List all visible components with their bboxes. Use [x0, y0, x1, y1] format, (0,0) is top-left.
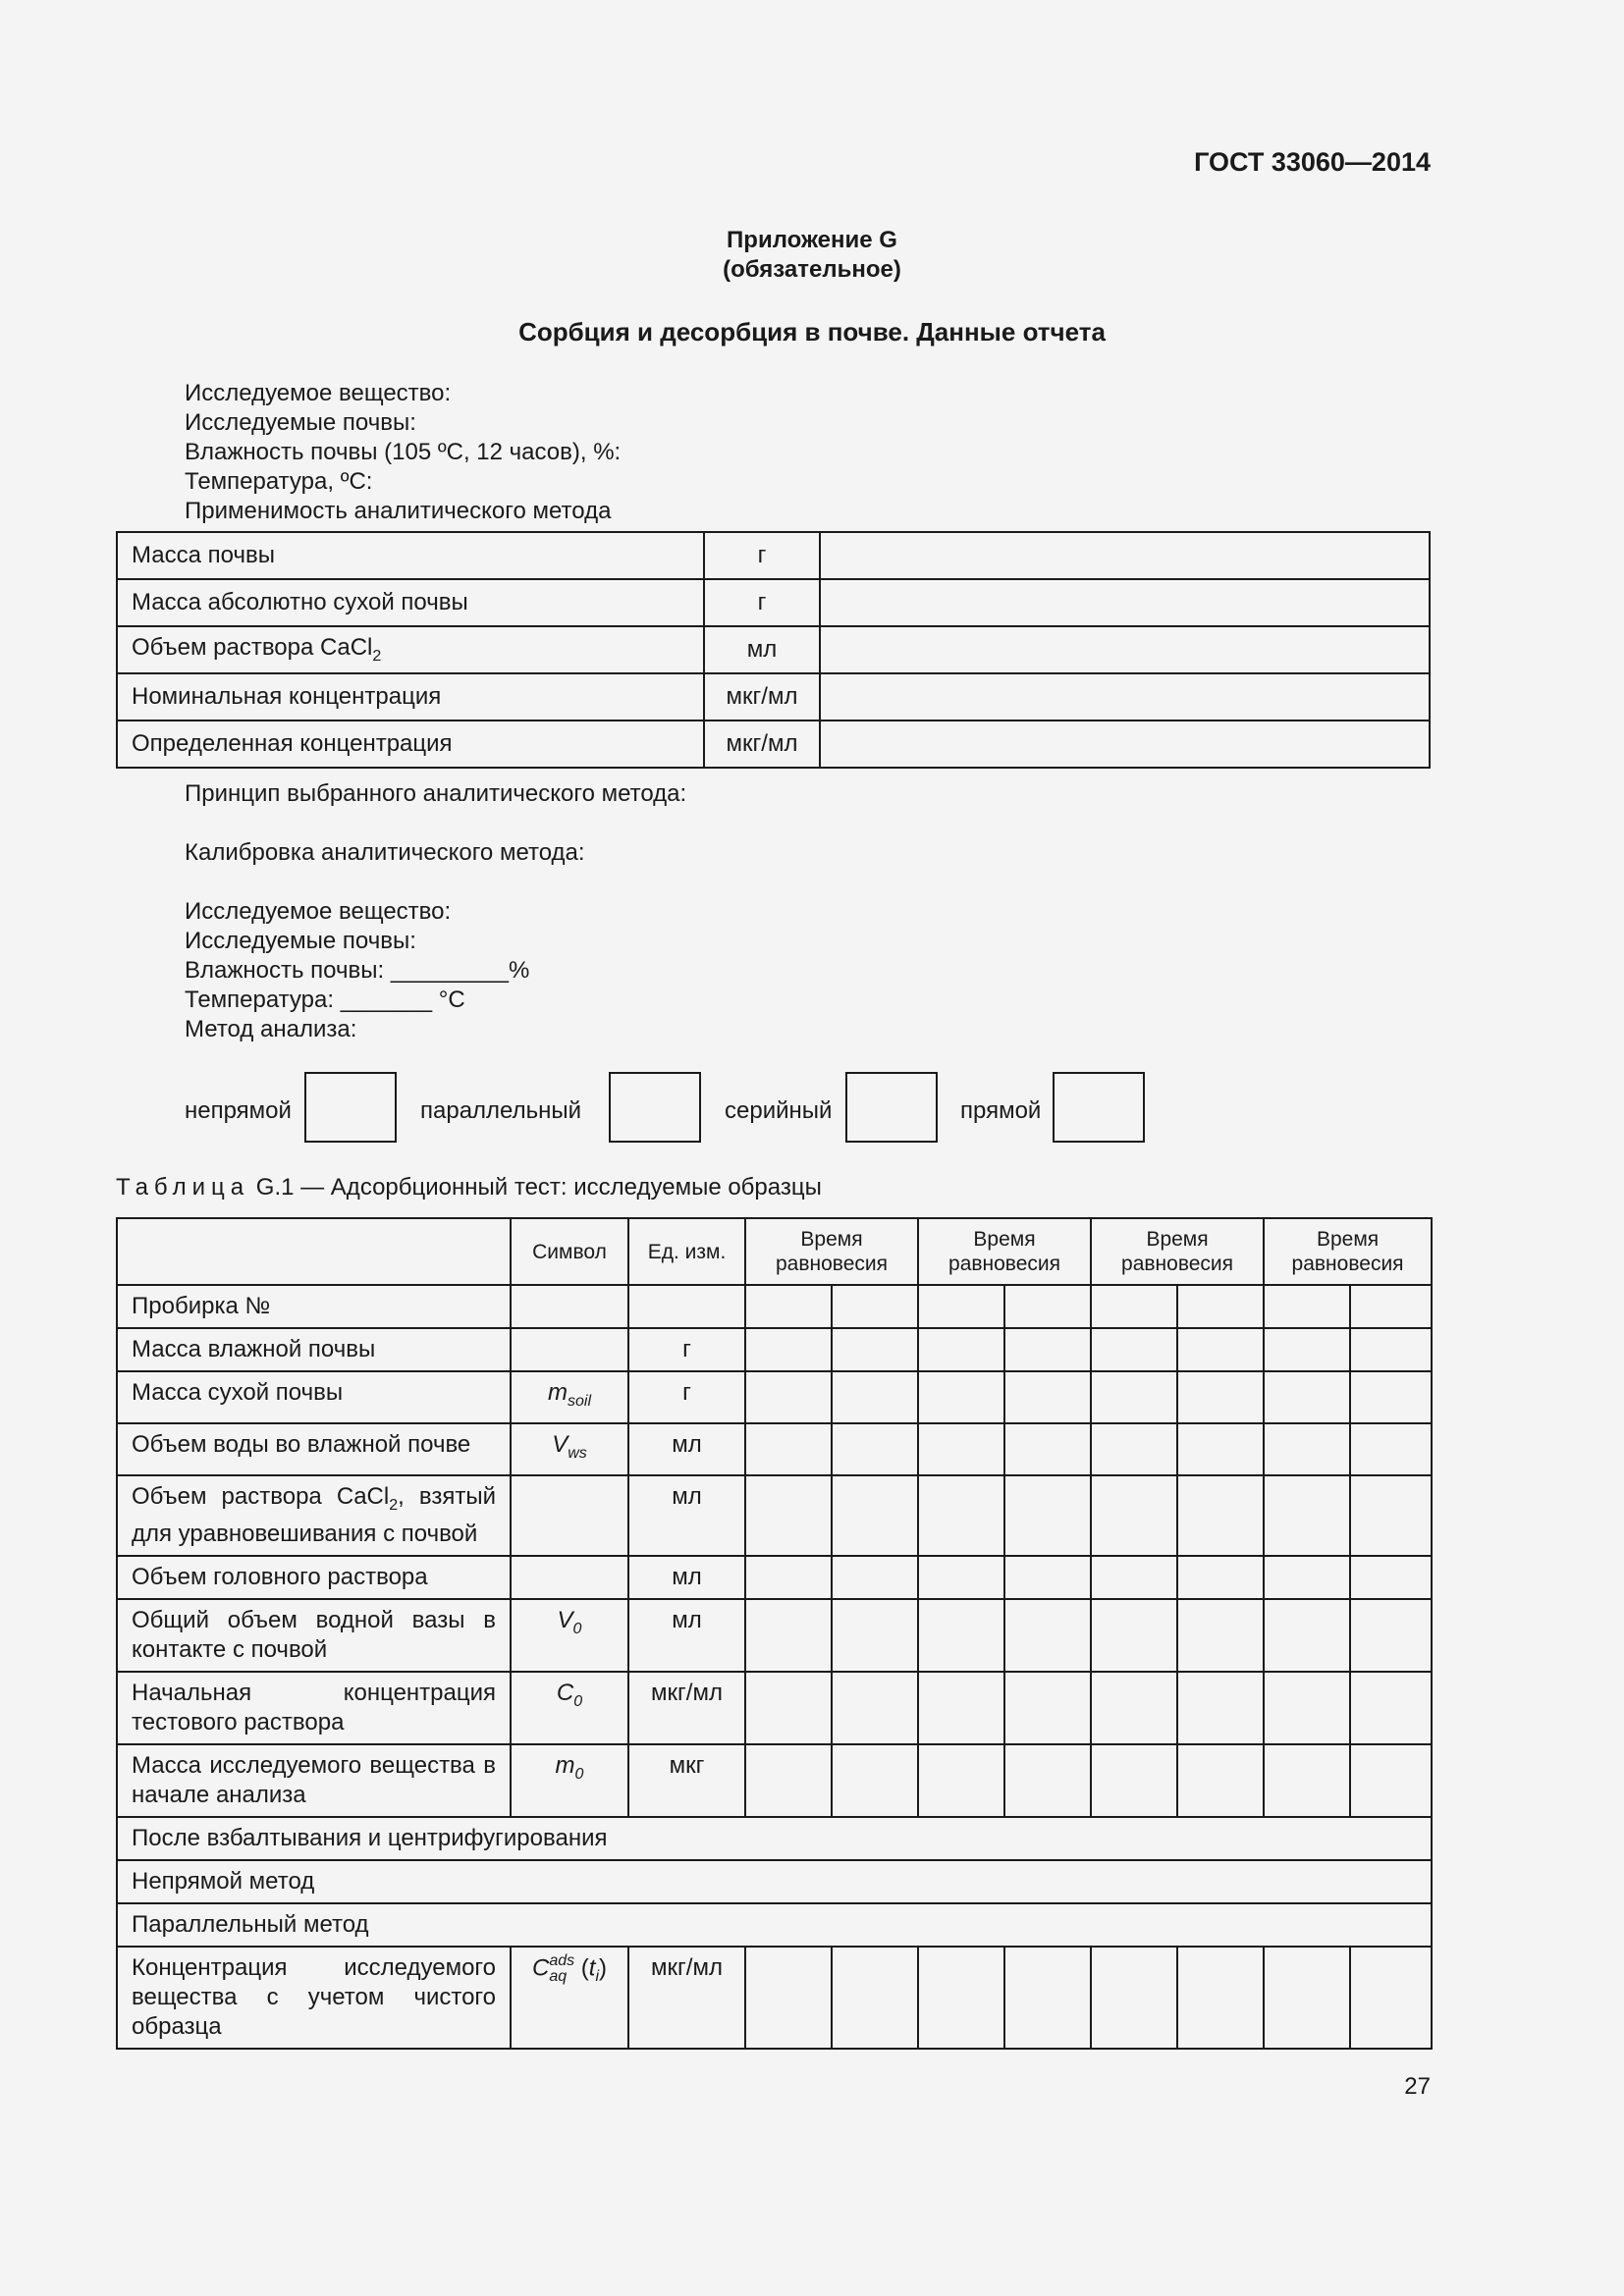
annex-subtitle: (обязательное) — [723, 256, 901, 283]
data-cell[interactable] — [745, 1947, 832, 2049]
row-label — [117, 1328, 511, 1371]
data-cell[interactable] — [832, 1423, 918, 1475]
data-cell[interactable] — [1264, 1371, 1350, 1423]
standard-number: ГОСТ 33060—2014 — [1194, 147, 1431, 177]
label-text: Масса сухой почвы — [132, 1379, 344, 1406]
row-symbol — [511, 1599, 628, 1672]
data-cell[interactable] — [1004, 1423, 1091, 1475]
info-line: Исследуемые почвы: — [185, 409, 416, 436]
data-cell[interactable] — [1091, 1328, 1177, 1371]
row-label: Номинальная концентрация — [117, 673, 704, 721]
adsorption-test-table — [116, 1217, 1433, 2050]
symbol-argument-subscript: i — [595, 1968, 600, 1986]
symbol-subscript: 0 — [573, 1693, 583, 1711]
data-cell[interactable] — [745, 1672, 832, 1744]
data-cell[interactable] — [1177, 1556, 1264, 1599]
checkbox-parallel[interactable] — [609, 1072, 701, 1143]
table-row — [117, 1672, 1432, 1744]
data-cell[interactable] — [918, 1672, 1004, 1744]
row-unit: мл — [704, 626, 820, 673]
table-row — [117, 1371, 1432, 1423]
row-label — [117, 1371, 511, 1423]
data-cell[interactable] — [1177, 1328, 1264, 1371]
section-row — [117, 1903, 1432, 1947]
row-symbol — [511, 1947, 628, 2049]
section-row — [117, 1817, 1432, 1860]
data-cell[interactable] — [832, 1672, 918, 1744]
row-unit — [628, 1285, 745, 1328]
row-unit: мкг/мл — [704, 673, 820, 721]
data-cell[interactable] — [1004, 1744, 1091, 1817]
symbol-text: m — [547, 1379, 568, 1406]
symbol-subscript: aq — [549, 1968, 568, 1986]
data-cell[interactable] — [1350, 1285, 1432, 1328]
symbol-subscript: 0 — [572, 1621, 582, 1638]
data-cell[interactable] — [1264, 1285, 1350, 1328]
row-label: Концентрация исследуемого вещества с учетом чистого образца — [117, 1947, 511, 2049]
row-label — [117, 1672, 511, 1744]
row-unit: г — [704, 532, 820, 579]
data-cell[interactable] — [745, 1475, 832, 1557]
data-cell[interactable] — [1004, 1475, 1091, 1557]
symbol-text: V — [552, 1430, 568, 1458]
data-cell[interactable] — [832, 1285, 918, 1328]
section-title: Сорбция и десорбция в почве. Данные отчета — [518, 317, 1106, 347]
symbol-text: V — [557, 1607, 573, 1634]
data-cell[interactable] — [1264, 1475, 1350, 1557]
row-unit: г — [628, 1328, 745, 1371]
data-cell[interactable] — [1091, 1744, 1177, 1817]
data-cell[interactable] — [745, 1599, 832, 1672]
symbol-text: C — [556, 1680, 574, 1707]
table-row — [117, 1285, 1432, 1328]
row-unit: мкг/мл — [628, 1672, 745, 1744]
data-cell[interactable] — [1264, 1599, 1350, 1672]
data-cell[interactable] — [1177, 1947, 1264, 2049]
value-cell[interactable] — [820, 721, 1430, 768]
data-cell[interactable] — [745, 1285, 832, 1328]
header-equilibrium-time: Время равновесия — [745, 1218, 918, 1285]
data-cell[interactable] — [832, 1371, 918, 1423]
data-cell[interactable] — [1091, 1475, 1177, 1557]
label-text: , взятый для уравновешивания с почвой — [132, 1482, 496, 1548]
symbol-subscript: 0 — [574, 1766, 584, 1784]
data-cell[interactable] — [1350, 1744, 1432, 1817]
table-row — [117, 673, 1430, 721]
row-symbol — [511, 1423, 628, 1475]
section-label: Параллельный метод — [117, 1903, 1432, 1947]
info-line: Влажность почвы (105 ºС, 12 часов), %: — [185, 439, 622, 465]
checkbox-direct[interactable] — [1053, 1072, 1145, 1143]
data-cell[interactable] — [1350, 1423, 1432, 1475]
table-row — [117, 1947, 1432, 2049]
data-cell[interactable] — [1004, 1947, 1091, 2049]
data-cell[interactable] — [1091, 1371, 1177, 1423]
row-label — [117, 1285, 511, 1328]
label-text: Масса исследуемого вещества в начале анализа — [132, 1752, 496, 1809]
row-symbol — [511, 1328, 628, 1371]
table-row — [117, 1556, 1432, 1599]
label-text: Начальная концентрация тестового раствора — [132, 1680, 496, 1736]
data-cell[interactable] — [1004, 1556, 1091, 1599]
data-cell[interactable] — [832, 1744, 918, 1817]
data-cell[interactable] — [918, 1475, 1004, 1557]
data-cell[interactable] — [1177, 1744, 1264, 1817]
data-cell[interactable] — [832, 1599, 918, 1672]
row-unit: мл — [628, 1599, 745, 1672]
data-cell[interactable] — [1264, 1672, 1350, 1744]
row-unit: мкг — [628, 1744, 745, 1817]
row-symbol — [511, 1672, 628, 1744]
label-text: Пробирка № — [132, 1293, 271, 1319]
symbol-text: m — [555, 1752, 575, 1780]
value-cell[interactable] — [820, 673, 1430, 721]
data-cell[interactable] — [745, 1371, 832, 1423]
data-cell[interactable] — [918, 1744, 1004, 1817]
data-cell[interactable] — [1091, 1423, 1177, 1475]
row-symbol — [511, 1744, 628, 1817]
data-cell[interactable] — [1091, 1556, 1177, 1599]
row-unit: г — [704, 579, 820, 626]
data-cell[interactable] — [1350, 1475, 1432, 1557]
label-text: Объем головного раствора — [132, 1564, 428, 1591]
option-label-parallel: параллельный — [420, 1097, 582, 1124]
analysis-method-line: Метод анализа: — [185, 1016, 357, 1042]
data-cell[interactable] — [918, 1328, 1004, 1371]
header-unit: Ед. изм. — [628, 1218, 745, 1285]
data-cell[interactable] — [745, 1328, 832, 1371]
sample-parameters-table — [116, 531, 1431, 769]
symbol-argument: t — [588, 1954, 596, 1982]
data-cell[interactable] — [1004, 1599, 1091, 1672]
row-label — [117, 626, 704, 673]
table-row — [117, 721, 1430, 768]
info-line: Применимость аналитического метода — [185, 498, 612, 524]
label-text: Общий объем водной вазы в контакте с почвой — [132, 1607, 496, 1664]
soils-line: Исследуемые почвы: — [185, 928, 416, 954]
data-cell[interactable] — [832, 1947, 918, 2049]
info-line: Температура, ºС: — [185, 468, 373, 495]
label-text: Объем воды во влажной почве — [132, 1430, 471, 1458]
row-unit: мкг/мл — [704, 721, 820, 768]
table-row — [117, 1328, 1432, 1371]
data-cell[interactable] — [1350, 1371, 1432, 1423]
row-unit: мкг/мл — [628, 1947, 745, 2049]
header-equilibrium-time: Время равновесия — [1264, 1218, 1432, 1285]
data-cell[interactable] — [918, 1556, 1004, 1599]
row-unit: г — [628, 1371, 745, 1423]
row-label — [117, 1423, 511, 1475]
row-label — [117, 1475, 511, 1557]
value-cell[interactable] — [820, 532, 1430, 579]
option-label-direct: прямой — [960, 1097, 1042, 1124]
page-number: 27 — [1404, 2073, 1431, 2100]
label-text: Объем раствора CaCl — [132, 634, 373, 662]
data-cell[interactable] — [1264, 1744, 1350, 1817]
value-cell[interactable] — [820, 626, 1430, 673]
data-cell[interactable] — [918, 1285, 1004, 1328]
label-text: Объем раствора CaCl — [132, 1482, 390, 1510]
data-cell[interactable] — [1091, 1285, 1177, 1328]
section-label: После взбалтывания и центрифугирования — [117, 1817, 1432, 1860]
substance-line: Исследуемое вещество: — [185, 898, 452, 925]
data-cell[interactable] — [1091, 1672, 1177, 1744]
value-cell[interactable] — [820, 579, 1430, 626]
principle-line: Принцип выбранного аналитического метода: — [185, 780, 687, 807]
label-subscript: 2 — [389, 1496, 399, 1514]
table-header-row — [117, 1218, 1432, 1285]
checkbox-indirect[interactable] — [304, 1072, 397, 1143]
caption-prefix: Таблица — [116, 1174, 250, 1201]
table-row — [117, 1423, 1432, 1475]
table-row — [117, 1599, 1432, 1672]
open-paren: ( — [574, 1954, 589, 1982]
data-cell[interactable] — [918, 1599, 1004, 1672]
symbol-subscript: ws — [568, 1444, 587, 1462]
data-cell[interactable] — [1177, 1423, 1264, 1475]
data-cell[interactable] — [745, 1744, 832, 1817]
data-cell[interactable] — [1350, 1556, 1432, 1599]
table-caption — [116, 1174, 822, 1201]
data-cell[interactable] — [918, 1371, 1004, 1423]
data-cell[interactable] — [1091, 1599, 1177, 1672]
data-cell[interactable] — [1004, 1285, 1091, 1328]
symbol-superscript: ads — [549, 1952, 575, 1970]
data-cell[interactable] — [1004, 1328, 1091, 1371]
row-symbol — [511, 1371, 628, 1423]
symbol-subscript: soil — [567, 1392, 591, 1410]
data-cell[interactable] — [1177, 1285, 1264, 1328]
header-empty — [117, 1218, 511, 1285]
data-cell[interactable] — [1004, 1672, 1091, 1744]
row-label: Определенная концентрация — [117, 721, 704, 768]
data-cell[interactable] — [1350, 1328, 1432, 1371]
data-cell[interactable] — [1177, 1599, 1264, 1672]
data-cell[interactable] — [832, 1328, 918, 1371]
data-cell[interactable] — [1350, 1599, 1432, 1672]
header-equilibrium-time: Время равновесия — [918, 1218, 1091, 1285]
table-row — [117, 1475, 1432, 1557]
row-symbol — [511, 1556, 628, 1599]
info-line: Исследуемое вещество: — [185, 380, 452, 406]
symbol-text: C — [531, 1954, 550, 1982]
caption-text: G.1 — Адсорбционный тест: исследуемые образцы — [255, 1174, 822, 1201]
data-cell[interactable] — [1177, 1475, 1264, 1557]
annex-title: Приложение G — [727, 227, 897, 253]
row-label: Масса абсолютно сухой почвы — [117, 579, 704, 626]
data-cell[interactable] — [1264, 1423, 1350, 1475]
data-cell[interactable] — [745, 1423, 832, 1475]
close-paren: ) — [599, 1954, 608, 1982]
data-cell[interactable] — [1264, 1556, 1350, 1599]
row-label — [117, 1599, 511, 1672]
data-cell[interactable] — [1264, 1947, 1350, 2049]
row-unit: мл — [628, 1475, 745, 1557]
symbol-index-stack — [549, 1953, 574, 1985]
data-cell[interactable] — [832, 1475, 918, 1557]
data-cell[interactable] — [918, 1423, 1004, 1475]
table-row — [117, 626, 1430, 673]
data-cell[interactable] — [745, 1556, 832, 1599]
data-cell[interactable] — [1177, 1672, 1264, 1744]
table-row — [117, 579, 1430, 626]
row-label — [117, 1744, 511, 1817]
row-symbol — [511, 1475, 628, 1557]
row-label — [117, 1556, 511, 1599]
data-cell[interactable] — [1091, 1947, 1177, 2049]
data-cell[interactable] — [832, 1556, 918, 1599]
row-unit: мл — [628, 1556, 745, 1599]
data-cell[interactable] — [1177, 1371, 1264, 1423]
calibration-line: Калибровка аналитического метода: — [185, 839, 585, 866]
section-label: Непрямой метод — [117, 1860, 1432, 1903]
data-cell[interactable] — [918, 1947, 1004, 2049]
data-cell[interactable] — [1264, 1328, 1350, 1371]
header-equilibrium-time: Время равновесия — [1091, 1218, 1264, 1285]
data-cell[interactable] — [1004, 1371, 1091, 1423]
header-symbol: Символ — [511, 1218, 628, 1285]
table-row — [117, 1744, 1432, 1817]
table-row — [117, 532, 1430, 579]
section-row — [117, 1860, 1432, 1903]
option-label-indirect: непрямой — [185, 1097, 292, 1124]
data-cell[interactable] — [1350, 1947, 1432, 2049]
row-unit: мл — [628, 1423, 745, 1475]
label-text: Масса влажной почвы — [132, 1336, 376, 1362]
data-cell[interactable] — [1350, 1672, 1432, 1744]
label-subscript: 2 — [372, 647, 382, 665]
row-label: Масса почвы — [117, 532, 704, 579]
checkbox-serial[interactable] — [845, 1072, 938, 1143]
moisture-line: Влажность почвы: _________% — [185, 957, 530, 984]
row-symbol — [511, 1285, 628, 1328]
option-label-serial: серийный — [725, 1097, 833, 1124]
temperature-line: Температура: _______ °С — [185, 987, 465, 1013]
